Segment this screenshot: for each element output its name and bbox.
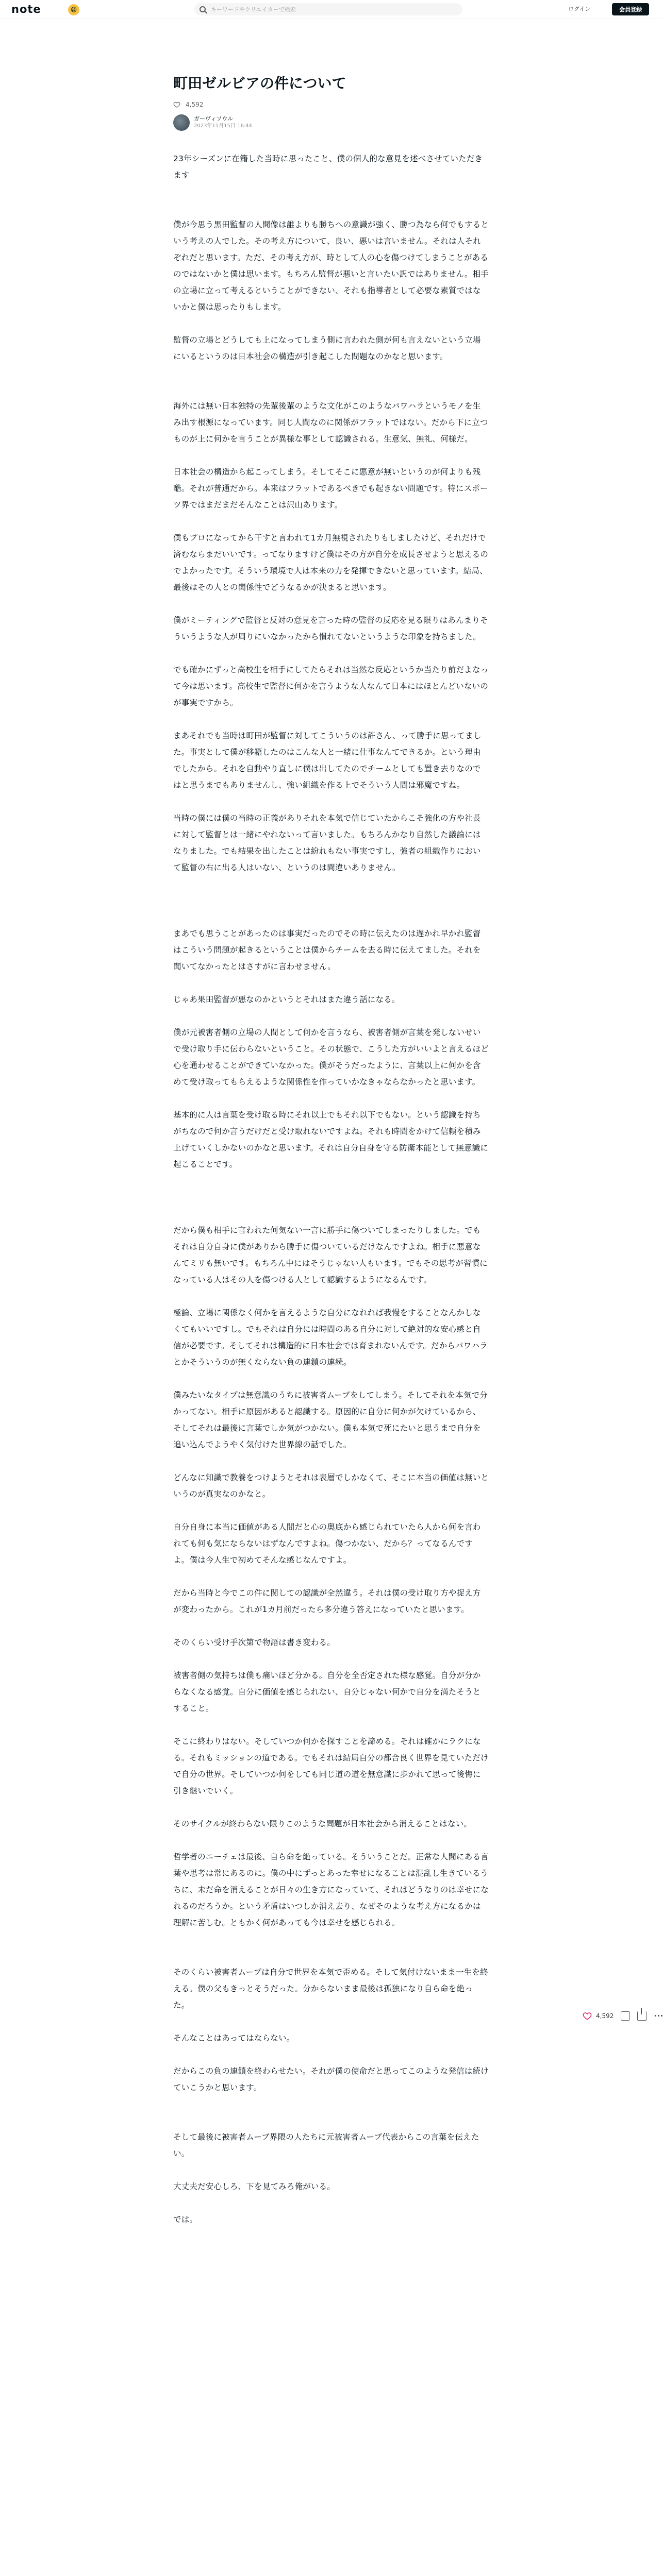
paragraph: 大丈夫だ安心しろ、下を見てみろ俺がいる。 [173, 2182, 336, 2191]
paragraph: 23年シーズンに在籍した当時に思ったこと、僕の個人的な意見を述べさせていただきます [173, 154, 483, 180]
side-like-count: 4,592 [596, 2012, 614, 2020]
paragraph: 当時の僕には僕の当時の正義がありそれを本気で信じていたからこそ強化の方や社長に対して監督とは一緒にやれないって言いました。もちろんかなり自然した議論にはなりました。でも結果を出したことは紛れもない事実ですし、強者の組織作りにおいて監督の右に出る人はいない、というのは間違いありません。 [173, 814, 481, 872]
paragraph: まあそれでも当時は町田が監督に対してこういうのは許さん、って勝手に思ってました。事実として僕が移籍したのはこんな人と一緒に仕事なんてできるか。という理由でしたから。それを自動やり直しに僕は出してたのでチームとしても置き去りなのではと思うまでもありませんし、強い組織を作る上でそういう人間は邪魔ですね。 [173, 731, 482, 790]
heart-icon [583, 2011, 592, 2021]
paragraph: 日本社会の構造から起こってしまう。そしてそこに悪意が無いというのが何よりも残酷。それが普通だから。本来はフラットであるべきでも起きない問題です。特にスポーツ界ではまだまだそんなことは沢山あります。 [173, 467, 488, 510]
paragraph: だから当時と今でこの件に関しての認識が全然違う。それは僕の受け取り方や捉え方が変わったから。これが1カ月前だったら多分違う答えになっていたと思います。 [173, 1588, 481, 1614]
side-like-button[interactable] [583, 2011, 614, 2021]
like-counter[interactable] [173, 101, 489, 108]
paragraph: そのサイクルが終わらない限りこのような問題が日本社会から消えることはない。 [173, 1819, 472, 1828]
paragraph: 僕が今思う黒田監督の人間像は誰よりも勝ちへの意識が強く、勝つ為なら何でもするという考えの人でした。その考え方について、良い、悪いは言いません。それは人それぞれだと思います。ただ、その考え方が、時として人の心を傷つけてしまうことがあるのではないかと僕は思います。もちろん監督が悪いと言いたい訳ではありません。相手の立場に立って考えるということができない、それも指導者として必要な素質ではないかと僕は思ったりもします。 [173, 220, 489, 312]
paragraph: 僕が元被害者側の立場の人間として何かを言うなら、被害者側が言葉を発しないせいで受け取り手に伝わらないということ。その状態で、こうした方がいいよと言えるほど心を通わせることができていなかった。僕がそうだったように、言葉以上に何かを含めて受け取ってもらえるような関係性を作っていかなきゃならなかったと思います。 [173, 1028, 489, 1087]
article [173, 73, 489, 2228]
site-header [0, 0, 662, 19]
paragraph: どんなに知識で教養をつけようとそれは表層でしかなくて、そこに本当の価値は無いというのが真実なのかなと。 [173, 1473, 489, 1499]
paragraph: だからこの負の連鎖を終わらせたい。それが僕の使命だと思ってこのような発信は続けていこうかと思います。 [173, 2066, 489, 2092]
paragraph: そんなことはあってはならない。 [173, 2033, 295, 2043]
publish-date: 2023年11月15日 16:44 [194, 123, 252, 129]
like-count: 4,592 [186, 101, 204, 108]
share-icon[interactable] [637, 2011, 647, 2021]
paragraph: 僕みたいなタイプは無意識のうちに被害者ムーブをしてしまう。そしてそれを本気で分かってない。相手に原因があると認識する。原因的に自分に何かが欠けているから、そしてそれは最後に言葉でしか気がつかない。僕も本気で死にたいと思うまで自分を追い込んでようやく気付けた世界線の話でした。 [173, 1391, 488, 1449]
login-link[interactable]: ログイン [568, 6, 591, 12]
article-title: 町田ゼルビアの件について [173, 75, 346, 92]
heart-icon [173, 101, 180, 108]
emoji-badge-icon[interactable]: 😀 [68, 4, 79, 15]
paragraph: 哲学者のニーチェは最後、自ら命を絶っている。そういうことだ。正常な人間にある言葉や思考は常にあるのに。僕の中にずっとあった幸せになることは混乱し生きているうちに、未だ命を消えることが日々の生き方になっていて、それはどうなりのは幸せになれるのだろうか。という矛盾はいつしか消え去り、なぜそのような考え方になるかは理解に苦しむ。ともかく何があっても今は幸せを感じられる。 [173, 1852, 489, 1927]
paragraph: そのくらい被害者ムーブは自分で世界を本気で歪める。そして気付けないまま一生を終える。僕の父もきっとそうだった。分からないまま最後は孤独になり自ら命を絶った。 [173, 1968, 488, 2010]
paragraph: でも確かにずっと高校生を相手にしてたらそれは当然な反応というか当たり前だよなって今は思います。高校生で監督に何かを言うような人なんて日本にはほとんどいないのが事実ですから。 [173, 665, 489, 707]
paragraph: そこに終わりはない。そしていつか何かを探すことを諦める。それは確かにラクになる。それもミッションの道である。でもそれは結局自分の都合良く世界を見ていただけで自分の世界。そしていつか何をしても同じ道の道を無意識に歩かれて思って後悔に引き継いでいく。 [173, 1737, 489, 1795]
signup-button[interactable]: 会員登録 [612, 3, 649, 15]
avatar[interactable] [173, 114, 190, 131]
paragraph: まあでも思うことがあったのは事実だったのでその時に伝えたのは遅かれ早かれ監督はこういう問題が起きるということは僕からチームを去る時に伝えてました。それを聞いてなかったとはさすがに言わせません。 [173, 929, 481, 971]
paragraph: 自分自身に本当に価値がある人間だと心の奥底から感じられていたら人から何を言われても何も気にならないはずなんですよね。傷つかない、だから？ってなるんですよ。僕は今人生で初めてそんな感じなんですよ。 [173, 1522, 481, 1565]
paragraph: 基本的に人は言葉を受け取る時にそれ以上でもそれ以下でもない。という認識を持ちがちなので何か言うだけだと受け取れないですよね。それも時間をかけて信頼を積み上げていくしかないのかなと思います。それは自分自身を守る防衛本能として無意識に起こることです。 [173, 1110, 489, 1169]
author-block[interactable] [173, 114, 489, 131]
paragraph: では。 [173, 2215, 198, 2224]
bookmark-icon[interactable] [621, 2011, 630, 2021]
side-action-bar [583, 2011, 663, 2021]
more-icon[interactable]: ··· [654, 2011, 663, 2021]
paragraph: 極論、立場に関係なく何かを言えるような自分になれれば我慢をすることなんかしなくてもいいですし。でもそれは自分には時間のある自分に対して絶対的な安心感と自信が必要です。そしてそれは構造的に日本社会では育まれないんです。だからパワハラとかそういうのが無くならない負の連鎖の連続。 [173, 1308, 488, 1367]
search-input[interactable] [211, 6, 448, 13]
paragraph: じゃあ果田監督が悪なのかというとそれはまた違う話になる。 [173, 995, 400, 1004]
search-icon [200, 6, 206, 12]
paragraph: 監督の立場とどうしても上になってしまう側に言われた側が何も言えないという立場にいるというのは日本社会の構造が引き起こした問題なのかなと思います。 [173, 335, 481, 361]
search-bar[interactable] [194, 3, 462, 15]
paragraph: そして最後に被害者ムーブ界隈の人たちに元被害者ムーブ代表からこの言葉を伝えたい。 [173, 2132, 479, 2158]
paragraph: 僕がミーティングで監督と反対の意見を言った時の監督の反応を見る限りはあんまりそういうような人が周りにいなかったから慣れてないというような印象を持ちました。 [173, 616, 488, 641]
author-name[interactable]: ガーヴィソウル [194, 115, 234, 122]
paragraph: 海外には無い日本独特の先輩後輩のような文化がこのようなパワハラというモノを生み出す根源になっています。同じ人間なのに関係がフラットではない。だから下に立つものが上に何かを言うことが異様な事として認識される。生意気、無礼、何様だ。 [173, 401, 488, 444]
paragraph: そのくらい受け手次第で物語は書き変わる。 [173, 1638, 336, 1647]
paragraph: 僕もプロになってから干すと言われて1カ月無視されたりもしましたけど、それだけで済むならまだいいです。ってなりますけど僕はその方が自分を成長させようと思えるのでよかったです。そういう環境で人は本来の力を発揮できないと思っています。結局、最後はその人との関係性でどうなるかが決まると思います。 [173, 533, 489, 592]
paragraph: だから僕も相手に言われた何気ない一言に勝手に傷ついてしまったりしました。でもそれは自分自身に僕がありから勝手に傷ついているだけなんですよね。相手に悪意なんてミリも無いです。もちろん中にはそうじゃない人もいます。でもその思考が習慣になっている人はその人を傷つける人として認識するようになるんです。 [173, 1226, 488, 1284]
note-logo[interactable]: note [11, 3, 41, 15]
article-body [173, 150, 489, 2228]
paragraph: 被害者側の気持ちは僕も痛いほど分かる。自分を全否定された様な感覚。自分が分からなくなる感覚。自分に価値を感じられない、自分じゃない何かで自分を満たそうとすること。 [173, 1671, 481, 1713]
